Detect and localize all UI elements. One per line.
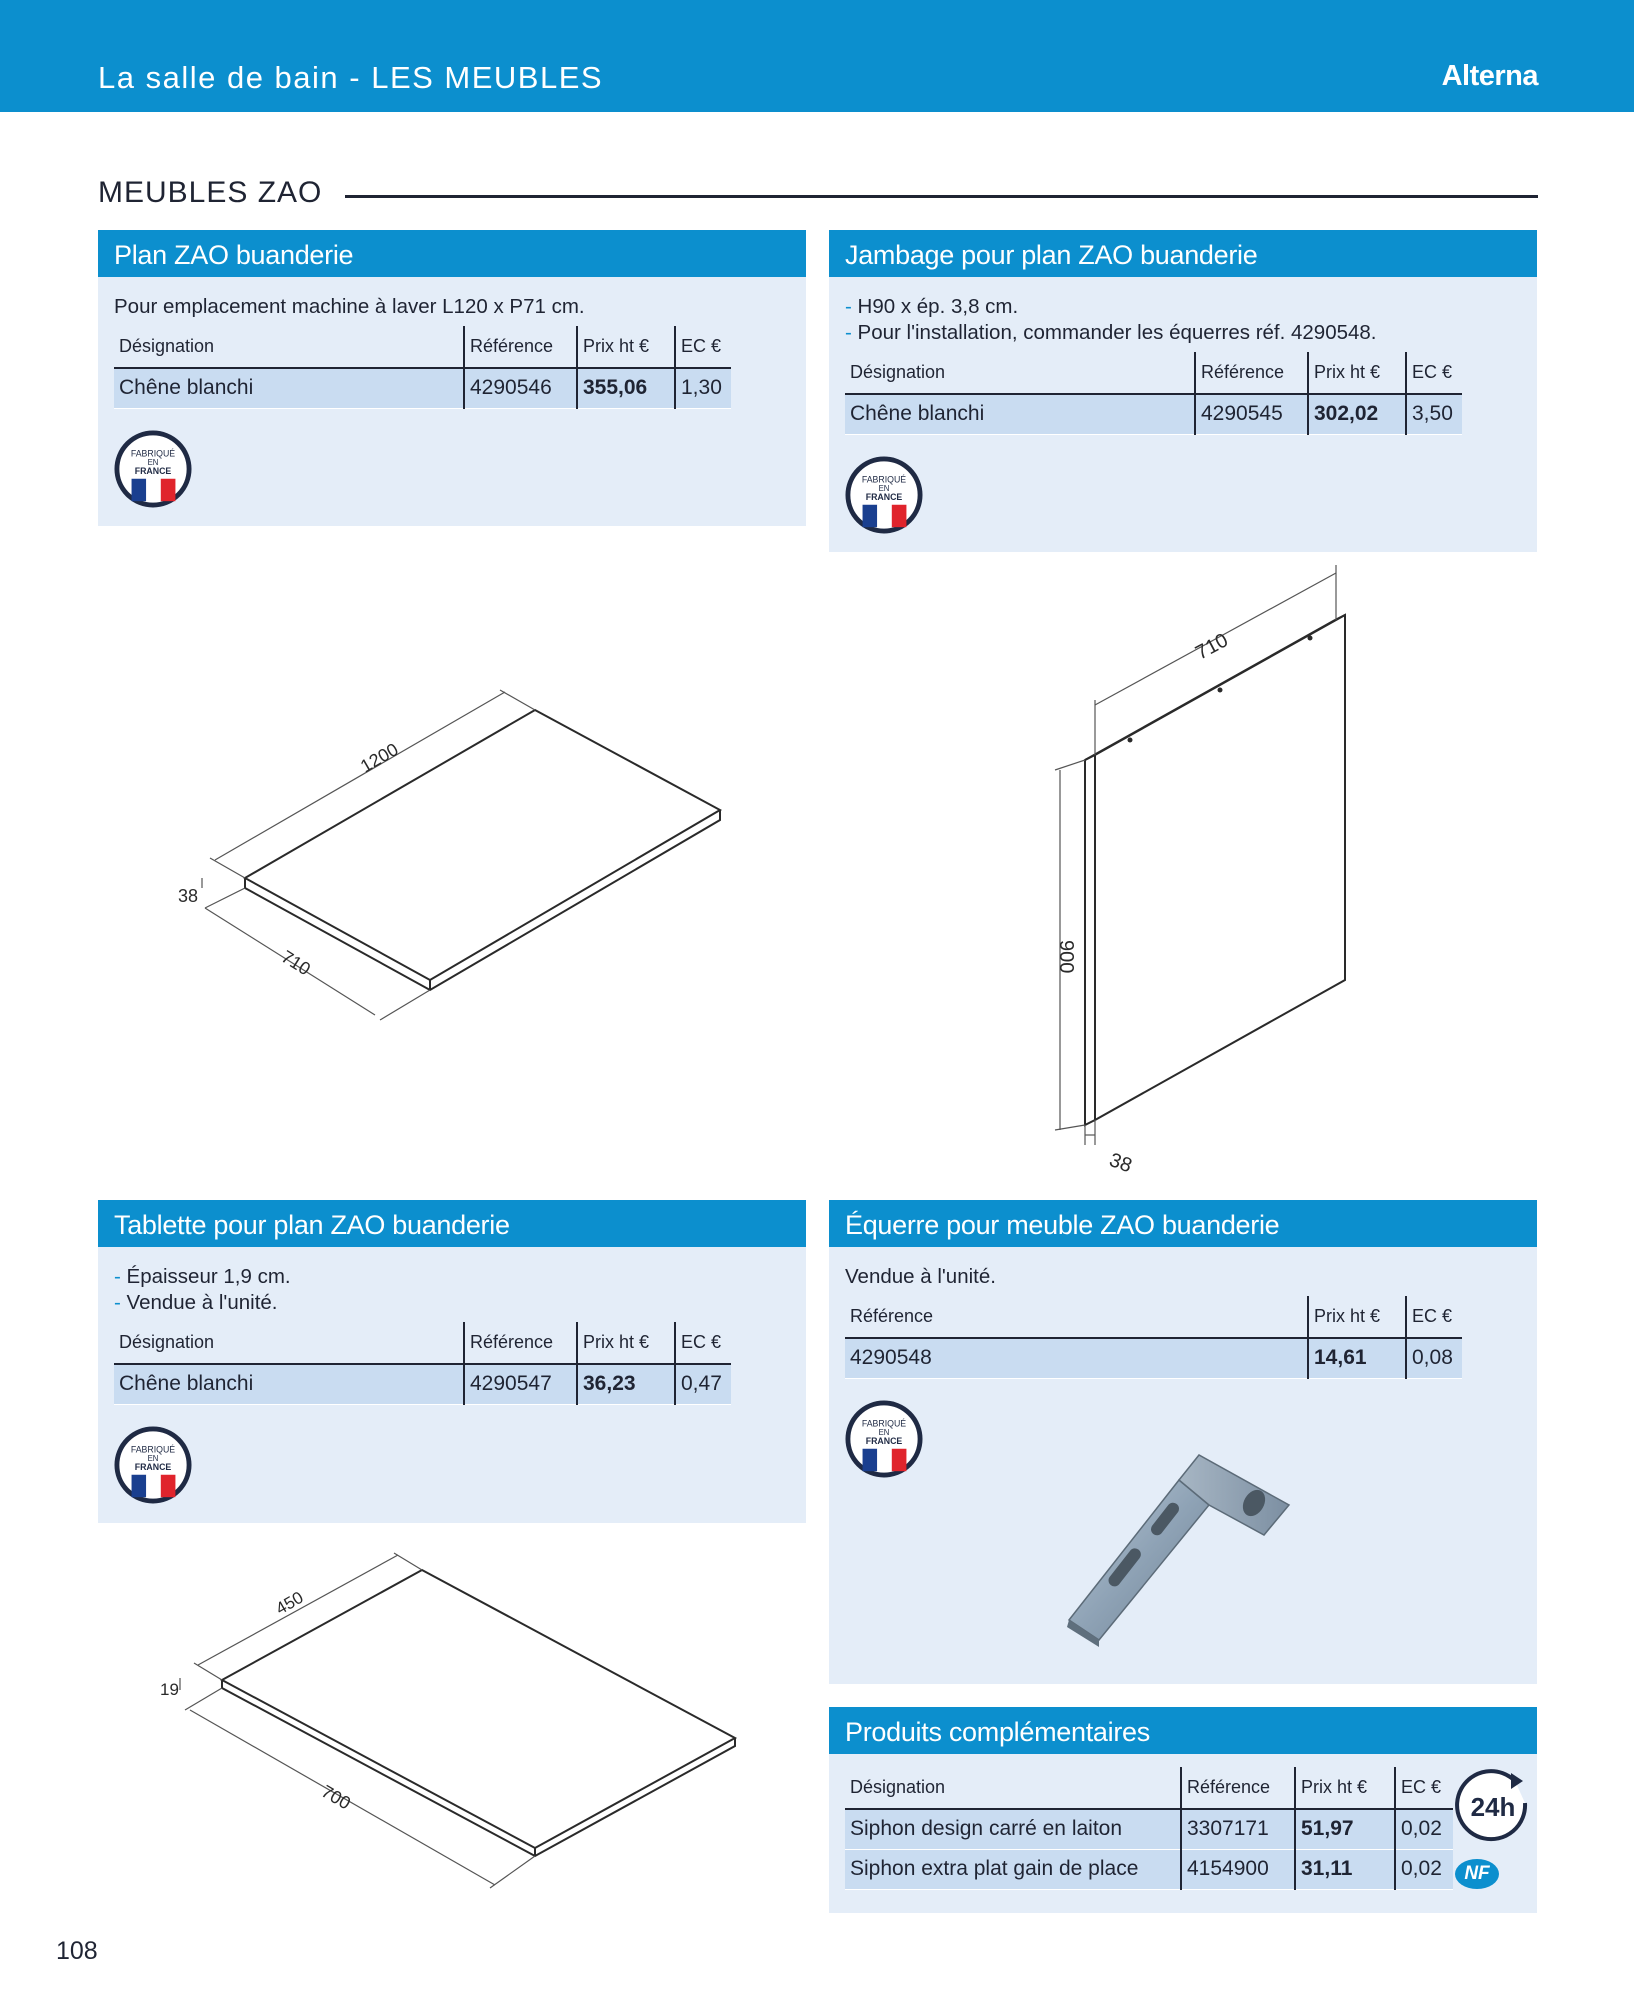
cell-ec: 0,02 xyxy=(1395,1849,1453,1889)
col-header: Référence xyxy=(845,1296,1308,1338)
dim-length: 1200 xyxy=(357,739,402,777)
col-header: Désignation xyxy=(845,1767,1181,1809)
page-number: 108 xyxy=(56,1937,98,1965)
col-header: Désignation xyxy=(114,326,464,368)
made-in-france-badge xyxy=(845,456,923,534)
card-equerre xyxy=(829,1200,1537,1684)
card-tablette xyxy=(98,1200,806,1523)
cell-price: 31,11 xyxy=(1295,1849,1395,1889)
col-header: Désignation xyxy=(845,352,1195,394)
col-header: Prix ht € xyxy=(577,1322,675,1364)
svg-text:FRANCE: FRANCE xyxy=(865,491,903,502)
spec-table xyxy=(845,352,1462,435)
brand-logo: Alterna xyxy=(1441,60,1538,92)
table-row xyxy=(845,1809,1453,1849)
col-header: EC € xyxy=(1406,1296,1462,1338)
col-header: EC € xyxy=(1406,352,1462,394)
spec-table xyxy=(114,1322,731,1405)
col-header: Référence xyxy=(464,1322,577,1364)
svg-text:EN: EN xyxy=(147,1454,159,1464)
cell-price: 302,02 xyxy=(1308,394,1406,434)
col-header: EC € xyxy=(1395,1767,1453,1809)
svg-text:FRANCE: FRANCE xyxy=(134,1461,172,1472)
svg-text:FRANCE: FRANCE xyxy=(134,465,172,476)
cell-reference: 4290547 xyxy=(464,1364,577,1404)
cell-ec: 0,47 xyxy=(675,1364,731,1404)
table-row xyxy=(114,368,731,408)
dim-depth: 710 xyxy=(277,946,314,980)
svg-text:24h: 24h xyxy=(1470,1792,1516,1822)
24h-delivery-icon xyxy=(1453,1767,1533,1847)
card-title: Jambage pour plan ZAO buanderie xyxy=(829,230,1537,277)
cell-reference: 4290546 xyxy=(464,368,577,408)
spec-table xyxy=(114,326,731,409)
cell-price: 51,97 xyxy=(1295,1809,1395,1849)
made-in-france-badge xyxy=(114,1426,192,1504)
table-row xyxy=(845,394,1462,434)
cell-ec: 0,08 xyxy=(1406,1338,1462,1378)
dim-depth: 700 xyxy=(318,1781,355,1814)
dim-height: 900 xyxy=(1055,940,1077,974)
col-header: Prix ht € xyxy=(1308,1296,1406,1338)
cell-reference: 4290545 xyxy=(1195,394,1308,434)
spec-table xyxy=(845,1296,1462,1379)
made-in-france-badge xyxy=(845,1400,923,1478)
cell-price: 355,06 xyxy=(577,368,675,408)
svg-text:FABRIQUÉ: FABRIQUÉ xyxy=(861,1418,907,1429)
table-row xyxy=(845,1849,1453,1889)
cell-price: 36,23 xyxy=(577,1364,675,1404)
card-description: Pour emplacement machine à laver L120 x P71 cm. xyxy=(114,295,585,318)
table-row xyxy=(114,1364,731,1404)
dim-length: 450 xyxy=(272,1587,307,1619)
bracket-image xyxy=(1059,1435,1299,1655)
col-header: Référence xyxy=(1181,1767,1295,1809)
svg-text:FABRIQUÉ: FABRIQUÉ xyxy=(861,474,907,485)
cell-designation: Siphon extra plat gain de place xyxy=(845,1849,1181,1889)
spec-table xyxy=(845,1767,1453,1890)
dim-thickness: 38 xyxy=(1106,1149,1135,1178)
cell-reference: 4154900 xyxy=(1181,1849,1295,1889)
dim-thickness: 19 xyxy=(160,1680,179,1699)
cell-price: 14,61 xyxy=(1308,1338,1406,1378)
dim-width: 710 xyxy=(1192,629,1232,665)
col-header: Prix ht € xyxy=(1308,352,1406,394)
header-title: La salle de bain - LES MEUBLES xyxy=(98,60,604,95)
cell-designation: Siphon design carré en laiton xyxy=(845,1809,1181,1849)
card-jambage xyxy=(829,230,1537,552)
col-header: Prix ht € xyxy=(1295,1767,1395,1809)
cell-designation: Chêne blanchi xyxy=(845,394,1195,434)
card-complementaires xyxy=(829,1707,1537,1913)
svg-text:EN: EN xyxy=(878,484,890,494)
card-plan xyxy=(98,230,806,526)
col-header: Référence xyxy=(1195,352,1308,394)
col-header: Désignation xyxy=(114,1322,464,1364)
col-header: Référence xyxy=(464,326,577,368)
cell-ec: 3,50 xyxy=(1406,394,1462,434)
col-header: EC € xyxy=(675,1322,731,1364)
svg-text:EN: EN xyxy=(147,458,159,468)
dim-thickness: 38 xyxy=(178,886,199,906)
tablette-dimension-drawing xyxy=(150,1540,750,1900)
card-title: Plan ZAO buanderie xyxy=(98,230,806,277)
cell-designation: Chêne blanchi xyxy=(114,1364,464,1404)
plan-dimension-drawing xyxy=(160,670,740,1030)
made-in-france-badge xyxy=(114,430,192,508)
section-divider xyxy=(345,195,1538,198)
svg-text:EN: EN xyxy=(878,1428,890,1438)
card-title: Tablette pour plan ZAO buanderie xyxy=(98,1200,806,1247)
table-row xyxy=(845,1338,1462,1378)
svg-text:FRANCE: FRANCE xyxy=(865,1435,903,1446)
cell-ec: 0,02 xyxy=(1395,1809,1453,1849)
page-header xyxy=(0,0,1634,112)
cell-reference: 3307171 xyxy=(1181,1809,1295,1849)
jambage-dimension-drawing xyxy=(1040,565,1370,1185)
section-title: MEUBLES ZAO xyxy=(98,176,323,209)
cell-designation: Chêne blanchi xyxy=(114,368,464,408)
card-description: Vendue à l'unité. xyxy=(845,1265,996,1288)
col-header: Prix ht € xyxy=(577,326,675,368)
cell-ec: 1,30 xyxy=(675,368,731,408)
card-description: - Épaisseur 1,9 cm. - Vendue à l'unité. xyxy=(114,1265,291,1314)
cell-reference: 4290548 xyxy=(845,1338,1308,1378)
svg-text:FABRIQUÉ: FABRIQUÉ xyxy=(130,1444,176,1455)
card-title: Produits complémentaires xyxy=(829,1707,1537,1754)
nf-certification-icon: NF xyxy=(1455,1859,1499,1889)
card-description: - H90 x ép. 3,8 cm. - Pour l'installation, commander les équerres réf. 4290548. xyxy=(845,295,1377,344)
col-header: EC € xyxy=(675,326,731,368)
card-title: Équerre pour meuble ZAO buanderie xyxy=(829,1200,1537,1247)
svg-text:FABRIQUÉ: FABRIQUÉ xyxy=(130,448,176,459)
